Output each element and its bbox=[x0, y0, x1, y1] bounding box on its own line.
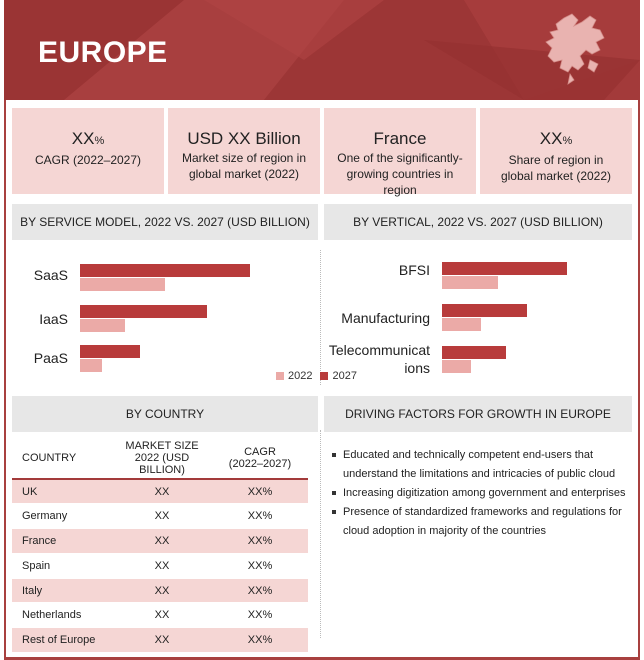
vertical-label-manufacturing: Manufacturing bbox=[341, 310, 430, 326]
market-size-cell: XX bbox=[112, 479, 212, 504]
stat-cagr-value: XX bbox=[71, 129, 95, 148]
service-model-heading: BY SERVICE MODEL, 2022 VS. 2027 (USD BILLION) bbox=[12, 204, 318, 240]
market-size-cell: XX bbox=[112, 628, 212, 653]
vertical-heading: BY VERTICAL, 2022 VS. 2027 (USD BILLION) bbox=[324, 204, 632, 240]
service-model-chart bbox=[80, 256, 320, 386]
stat-region-share-label: Share of region in global market (2022) bbox=[500, 153, 612, 183]
bar-manufacturing-2022 bbox=[442, 318, 481, 331]
stat-growing-country bbox=[324, 108, 476, 197]
bar-paas-2027 bbox=[80, 345, 140, 358]
driver-item: Presence of standardized frameworks and regulations for cloud adoption in majority of the countries bbox=[330, 503, 630, 541]
country-cell: Germany bbox=[12, 504, 112, 529]
market-size-cell: XX bbox=[112, 578, 212, 603]
drivers-heading: DRIVING FACTORS FOR GROWTH IN EUROPE bbox=[324, 396, 632, 432]
cagr-cell: XX% bbox=[212, 603, 308, 628]
service-label-paas: PaaS bbox=[33, 350, 68, 366]
bar-manufacturing-2027 bbox=[442, 304, 527, 317]
bar-saas-2022 bbox=[80, 278, 165, 291]
table-row bbox=[12, 578, 308, 603]
bar-iaas-2022 bbox=[80, 319, 125, 332]
vertical-chart bbox=[442, 256, 632, 386]
stat-region-share-value: XX bbox=[539, 129, 563, 148]
bar-iaas-2027 bbox=[80, 305, 207, 318]
stat-cagr bbox=[12, 108, 164, 194]
market-size-cell: XX bbox=[112, 553, 212, 578]
header-banner bbox=[4, 0, 640, 100]
country-cell: Italy bbox=[12, 578, 112, 603]
country-heading: BY COUNTRY bbox=[12, 396, 318, 432]
bar-paas-2022 bbox=[80, 359, 102, 372]
drivers-list bbox=[330, 446, 630, 541]
bar-telecommunications-2027 bbox=[442, 346, 506, 359]
country-cell: Netherlands bbox=[12, 603, 112, 628]
table-row bbox=[12, 553, 308, 578]
vertical-label-telecommunications: Telecommunicat ions bbox=[328, 342, 430, 376]
country-cell: UK bbox=[12, 479, 112, 504]
table-row bbox=[12, 603, 308, 628]
service-label-iaas: IaaS bbox=[39, 311, 68, 327]
legend-2027-label: 2027 bbox=[332, 370, 357, 382]
col-country: COUNTRY bbox=[12, 437, 112, 479]
legend-2022-label: 2022 bbox=[288, 370, 313, 382]
table-row bbox=[12, 479, 308, 504]
market-size-cell: XX bbox=[112, 603, 212, 628]
cagr-cell: XX% bbox=[212, 529, 308, 554]
stat-market-size-value: USD XX Billion bbox=[187, 129, 301, 148]
country-cell: France bbox=[12, 529, 112, 554]
driver-item: Educated and technically competent end-users that understand the limitations and intricacies of public cloud bbox=[330, 446, 630, 484]
bar-bfsi-2022 bbox=[442, 276, 498, 289]
legend-2027-swatch bbox=[320, 372, 328, 380]
market-size-cell: XX bbox=[112, 504, 212, 529]
market-size-cell: XX bbox=[112, 529, 212, 554]
stat-market-size-label: Market size of region in global market (2022) bbox=[181, 151, 307, 181]
service-label-saas: SaaS bbox=[33, 267, 68, 283]
section-divider bbox=[320, 430, 321, 638]
cagr-cell: XX% bbox=[212, 628, 308, 653]
stat-region-share-unit: % bbox=[562, 135, 573, 147]
bar-telecommunications-2022 bbox=[442, 360, 471, 373]
cagr-cell: XX% bbox=[212, 578, 308, 603]
europe-map-icon bbox=[534, 10, 624, 90]
cagr-cell: XX% bbox=[212, 504, 308, 529]
stat-growing-country-value: France bbox=[373, 129, 427, 148]
country-cell: Spain bbox=[12, 553, 112, 578]
table-row bbox=[12, 504, 308, 529]
vertical-label-bfsi: BFSI bbox=[398, 262, 430, 278]
driver-item: Increasing digitization among government and enterprises bbox=[330, 484, 630, 503]
chart-divider bbox=[320, 250, 321, 385]
bar-bfsi-2027 bbox=[442, 262, 567, 275]
col-market-size: MARKET SIZE 2022 (USD BILLION) bbox=[112, 437, 212, 479]
table-row bbox=[12, 529, 308, 554]
bar-saas-2027 bbox=[80, 264, 250, 277]
stat-region-share bbox=[480, 108, 632, 194]
region-title: EUROPE bbox=[38, 36, 168, 69]
stat-market-size bbox=[168, 108, 320, 194]
cagr-cell: XX% bbox=[212, 479, 308, 504]
table-row bbox=[12, 628, 308, 653]
legend-2022-swatch bbox=[276, 372, 284, 380]
country-table bbox=[12, 437, 308, 653]
chart-legend bbox=[276, 370, 357, 382]
country-cell: Rest of Europe bbox=[12, 628, 112, 653]
col-cagr: CAGR (2022–2027) bbox=[212, 437, 308, 479]
stat-cagr-label: CAGR (2022–2027) bbox=[34, 153, 142, 167]
cagr-cell: XX% bbox=[212, 553, 308, 578]
stat-growing-country-label: One of the significantly-growing countries in region bbox=[337, 151, 463, 197]
stat-cagr-unit: % bbox=[94, 135, 105, 147]
